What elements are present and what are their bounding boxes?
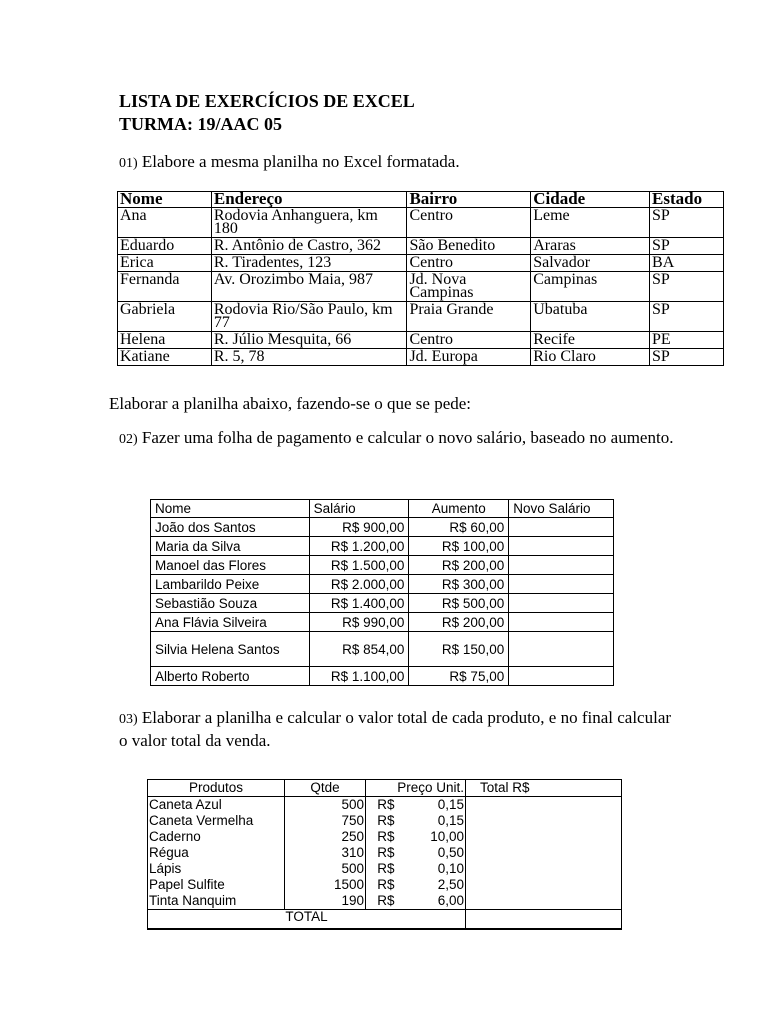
total-label: TOTAL bbox=[148, 910, 466, 930]
table-cell bbox=[466, 797, 622, 814]
table-cell: Rio Claro bbox=[531, 349, 650, 366]
table-cell: R$ 2.000,00 bbox=[309, 575, 409, 594]
table-cell: 0,50 bbox=[396, 845, 466, 861]
table-cell: 310 bbox=[285, 845, 366, 861]
table-cell: R$ bbox=[366, 861, 396, 877]
table-cell: Araras bbox=[531, 238, 650, 255]
table-row bbox=[148, 861, 622, 877]
column-header: Estado bbox=[650, 192, 724, 208]
table-cell: R$ 300,00 bbox=[409, 575, 509, 594]
exercise-3-text: Elaborar a planilha e calcular o valor total de cada produto, e no final calcular o valor total da venda. bbox=[119, 708, 672, 750]
table-cell: Salvador bbox=[531, 255, 650, 272]
table-cell: SP bbox=[650, 302, 724, 332]
table-cell: Campinas bbox=[531, 272, 650, 302]
table-cell: SP bbox=[650, 349, 724, 366]
table-row bbox=[151, 518, 614, 537]
table-cell bbox=[509, 632, 614, 667]
table-cell: SP bbox=[650, 272, 724, 302]
table-cell: Rodovia Rio/São Paulo, km 77 bbox=[211, 302, 407, 332]
table-cell: Ana Flávia Silveira bbox=[151, 613, 310, 632]
table-cell: R$ bbox=[366, 813, 396, 829]
table-cell bbox=[466, 877, 622, 893]
table-cell: R$ 900,00 bbox=[309, 518, 409, 537]
column-header: Aumento bbox=[409, 500, 509, 518]
table-cell: R$ 75,00 bbox=[409, 667, 509, 686]
table-cell: R. Tiradentes, 123 bbox=[211, 255, 407, 272]
exercise-3-prompt bbox=[119, 707, 679, 751]
exercise-1-text: Elabore a mesma planilha no Excel formatada. bbox=[141, 152, 460, 171]
table-row bbox=[118, 208, 724, 238]
table-row bbox=[148, 877, 622, 893]
column-header: Total R$ bbox=[466, 780, 622, 797]
table-cell: R$ 1.400,00 bbox=[309, 594, 409, 613]
table-cell: Caneta Vermelha bbox=[148, 813, 285, 829]
table-row bbox=[151, 667, 614, 686]
table-cell: Ubatuba bbox=[531, 302, 650, 332]
table-cell: Papel Sulfite bbox=[148, 877, 285, 893]
table-cell: R$ 100,00 bbox=[409, 537, 509, 556]
table-row bbox=[118, 349, 724, 366]
table-cell: R$ 150,00 bbox=[409, 632, 509, 667]
table-row bbox=[151, 594, 614, 613]
table-row bbox=[148, 797, 622, 814]
table-cell: Alberto Roberto bbox=[151, 667, 310, 686]
table-cell: Régua bbox=[148, 845, 285, 861]
table-cell bbox=[509, 556, 614, 575]
total-row bbox=[148, 910, 622, 930]
table-cell: R$ 1.500,00 bbox=[309, 556, 409, 575]
table-cell: São Benedito bbox=[407, 238, 531, 255]
table-cell: Manoel das Flores bbox=[151, 556, 310, 575]
exercise-2-text: Fazer uma folha de pagamento e calcular o novo salário, baseado no aumento. bbox=[141, 428, 674, 447]
table-row bbox=[148, 845, 622, 861]
table-cell: Silvia Helena Santos bbox=[151, 632, 310, 667]
table-cell: Erica bbox=[118, 255, 212, 272]
table-cell: 10,00 bbox=[396, 829, 466, 845]
table-cell: R$ bbox=[366, 893, 396, 910]
table-cell: Gabriela bbox=[118, 302, 212, 332]
column-header: Bairro bbox=[407, 192, 531, 208]
table-cell: R$ bbox=[366, 877, 396, 893]
table-cell: 6,00 bbox=[396, 893, 466, 910]
table-cell: Centro bbox=[407, 208, 531, 238]
document-title: LISTA DE EXERCÍCIOS DE EXCEL bbox=[119, 91, 415, 111]
table-cell: 1500 bbox=[285, 877, 366, 893]
table-row bbox=[148, 813, 622, 829]
table-cell: Sebastião Souza bbox=[151, 594, 310, 613]
table-cell: Caderno bbox=[148, 829, 285, 845]
table-cell bbox=[466, 861, 622, 877]
table-cell: R. Antônio de Castro, 362 bbox=[211, 238, 407, 255]
table-row bbox=[151, 537, 614, 556]
table-cell: Recife bbox=[531, 332, 650, 349]
table-cell: Lambarildo Peixe bbox=[151, 575, 310, 594]
table-cell bbox=[466, 813, 622, 829]
table-row bbox=[151, 613, 614, 632]
table-cell: Praia Grande bbox=[407, 302, 531, 332]
table-cell: R$ 200,00 bbox=[409, 613, 509, 632]
column-header: Qtde bbox=[285, 780, 366, 797]
table-cell: Leme bbox=[531, 208, 650, 238]
table-cell: PE bbox=[650, 332, 724, 349]
table-cell: Helena bbox=[118, 332, 212, 349]
table-header-row bbox=[118, 192, 724, 208]
exercise-1-prompt bbox=[119, 152, 460, 172]
table-cell bbox=[466, 893, 622, 910]
table-cell: Centro bbox=[407, 255, 531, 272]
table-cell: R$ 854,00 bbox=[309, 632, 409, 667]
payroll-table bbox=[150, 499, 614, 686]
table-cell: R. 5, 78 bbox=[211, 349, 407, 366]
table-cell bbox=[466, 829, 622, 845]
table-cell: R$ bbox=[366, 797, 396, 814]
table-cell: Lápis bbox=[148, 861, 285, 877]
column-header: Cidade bbox=[531, 192, 650, 208]
column-header: Preço Unit. bbox=[366, 780, 466, 797]
table-cell: BA bbox=[650, 255, 724, 272]
table-cell: Jd. Europa bbox=[407, 349, 531, 366]
table-cell: 0,15 bbox=[396, 813, 466, 829]
table-row bbox=[118, 332, 724, 349]
table-cell: R$ bbox=[366, 829, 396, 845]
table-cell: Tinta Nanquim bbox=[148, 893, 285, 910]
table-cell: Ana bbox=[118, 208, 212, 238]
table-header-row bbox=[151, 500, 614, 518]
sales-table bbox=[147, 779, 622, 930]
table-row bbox=[118, 255, 724, 272]
table-cell: R$ 990,00 bbox=[309, 613, 409, 632]
table-cell: 250 bbox=[285, 829, 366, 845]
column-header: Novo Salário bbox=[509, 500, 614, 518]
total-value-cell bbox=[466, 910, 622, 930]
table-cell: Maria da Silva bbox=[151, 537, 310, 556]
table-row bbox=[148, 829, 622, 845]
table-cell: 0,10 bbox=[396, 861, 466, 877]
table-cell: João dos Santos bbox=[151, 518, 310, 537]
table-cell: Caneta Azul bbox=[148, 797, 285, 814]
table-cell: R$ 1.100,00 bbox=[309, 667, 409, 686]
column-header: Produtos bbox=[148, 780, 285, 797]
exercise-2-prompt bbox=[119, 427, 679, 450]
table-row bbox=[118, 272, 724, 302]
class-label: TURMA: 19/AAC 05 bbox=[119, 114, 282, 134]
table-cell bbox=[509, 518, 614, 537]
table-row bbox=[118, 238, 724, 255]
table-cell: Centro bbox=[407, 332, 531, 349]
table-cell: 2,50 bbox=[396, 877, 466, 893]
table-row bbox=[151, 575, 614, 594]
table-row bbox=[151, 556, 614, 575]
table-header-row bbox=[148, 780, 622, 797]
table-cell: 750 bbox=[285, 813, 366, 829]
column-header: Nome bbox=[151, 500, 310, 518]
exercise-2-number: 02) bbox=[119, 432, 138, 447]
table-cell: 0,15 bbox=[396, 797, 466, 814]
table-cell: Jd. Nova Campinas bbox=[407, 272, 531, 302]
table-cell bbox=[509, 594, 614, 613]
table-cell bbox=[466, 845, 622, 861]
table-row bbox=[148, 893, 622, 910]
table-cell: Eduardo bbox=[118, 238, 212, 255]
table-cell bbox=[509, 537, 614, 556]
table-cell: Rodovia Anhanguera, km 180 bbox=[211, 208, 407, 238]
table-cell: Av. Orozimbo Maia, 987 bbox=[211, 272, 407, 302]
column-header: Nome bbox=[118, 192, 212, 208]
table-cell: Katiane bbox=[118, 349, 212, 366]
table-cell: 500 bbox=[285, 797, 366, 814]
table-cell: R$ 500,00 bbox=[409, 594, 509, 613]
table-cell: R$ 200,00 bbox=[409, 556, 509, 575]
table-cell: Fernanda bbox=[118, 272, 212, 302]
table-row bbox=[118, 302, 724, 332]
table-cell bbox=[509, 613, 614, 632]
table-cell: 500 bbox=[285, 861, 366, 877]
table-row bbox=[151, 632, 614, 667]
section-intro: Elaborar a planilha abaixo, fazendo-se o que se pede: bbox=[109, 394, 472, 413]
table-cell: SP bbox=[650, 238, 724, 255]
column-header: Endereço bbox=[211, 192, 407, 208]
table-cell bbox=[509, 575, 614, 594]
table-cell: R$ bbox=[366, 845, 396, 861]
table-cell bbox=[509, 667, 614, 686]
address-table bbox=[117, 191, 724, 366]
table-cell: SP bbox=[650, 208, 724, 238]
table-cell: 190 bbox=[285, 893, 366, 910]
table-cell: R. Júlio Mesquita, 66 bbox=[211, 332, 407, 349]
column-header: Salário bbox=[309, 500, 409, 518]
exercise-1-number: 01) bbox=[119, 156, 138, 171]
table-cell: R$ 60,00 bbox=[409, 518, 509, 537]
table-cell: R$ 1.200,00 bbox=[309, 537, 409, 556]
exercise-3-number: 03) bbox=[119, 712, 138, 727]
